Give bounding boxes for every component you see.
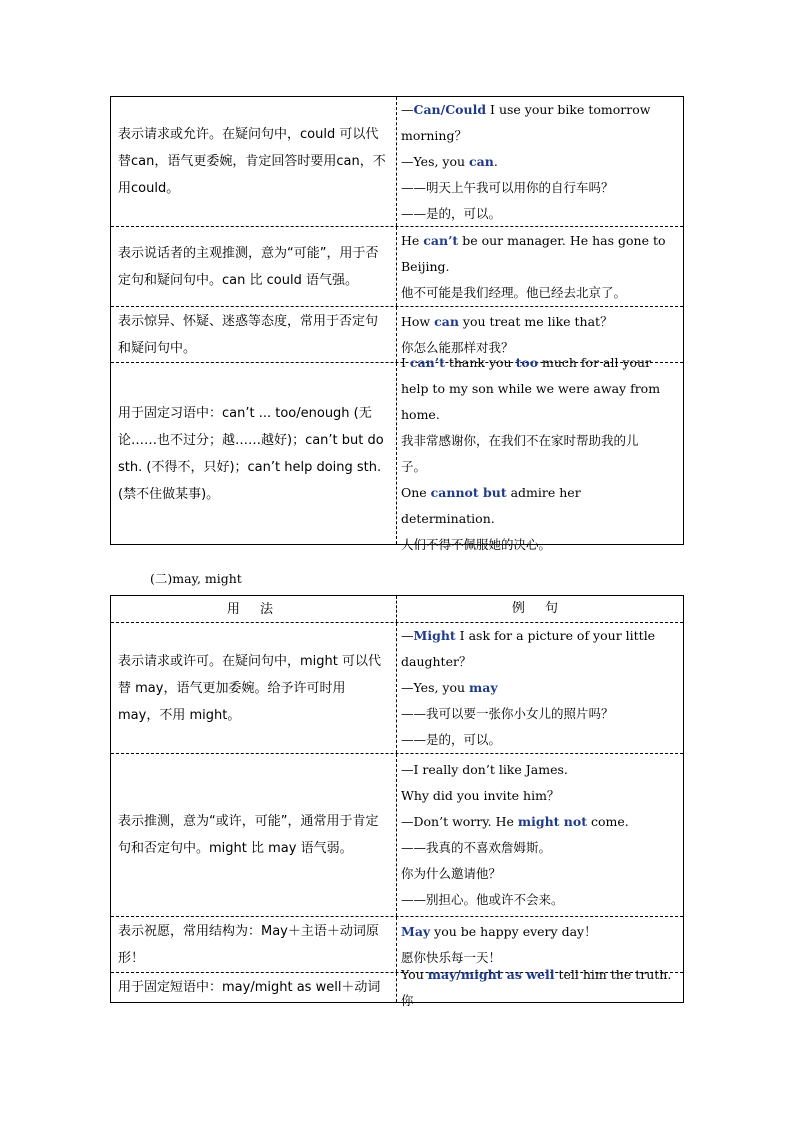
example-text: you treat me like that？	[458, 313, 613, 329]
table-row	[111, 97, 683, 227]
example-line	[401, 376, 677, 402]
table-row	[111, 754, 683, 917]
example-text: I	[401, 354, 410, 370]
example-text: .	[493, 153, 498, 169]
example-line	[401, 149, 677, 175]
example-text: morning？	[401, 127, 467, 143]
highlighted-modal: too	[515, 354, 539, 370]
example-text: 你怎么能那样对我？	[401, 339, 514, 355]
usage-header: 用 法	[111, 596, 397, 622]
example-line	[401, 675, 677, 701]
table-row	[111, 623, 683, 754]
highlighted-modal: may	[469, 680, 498, 695]
example-cell	[397, 623, 683, 753]
example-line	[401, 428, 677, 454]
example-text: Beijing.	[401, 258, 450, 274]
example-text: home.	[401, 406, 440, 422]
example-text: —Yes, you	[401, 153, 470, 169]
example-line	[401, 454, 677, 480]
example-text: I use your bike tomorrow	[486, 101, 651, 117]
usage-cell: 表示请求或允许。在疑问句中，could 可以代替can，语气更委婉，肯定回答时要用can，不用could。	[111, 97, 397, 226]
example-line	[401, 309, 677, 335]
example-text: 我非常感谢你，在我们不在家时帮助我的儿	[401, 432, 639, 448]
example-cell	[397, 354, 683, 552]
section-title: (二)may, might	[150, 571, 242, 586]
highlighted-modal: May	[401, 923, 431, 939]
table-header-row	[111, 596, 683, 623]
example-text: —	[401, 101, 414, 117]
example-line	[401, 97, 677, 123]
example-line	[401, 402, 677, 428]
usage-cell: 用于固定短语中：may/might as well＋动词	[111, 973, 397, 1002]
example-text: you be happy every day！	[430, 923, 597, 939]
example-text: thank you	[444, 354, 516, 370]
usage-cell: 表示说话者的主观推测，意为“可能”，用于否定句和疑问句中。can 比 could 语气强。	[111, 227, 397, 306]
example-line	[401, 175, 677, 201]
table-row	[111, 354, 683, 552]
highlighted-modal: can	[434, 313, 459, 329]
example-text: much for all your	[538, 354, 652, 370]
example-line	[401, 701, 677, 727]
example-line	[401, 280, 677, 306]
example-line	[401, 228, 677, 254]
highlighted-modal: can’t	[423, 232, 459, 248]
example-line	[401, 962, 677, 1014]
example-text: You	[401, 966, 428, 982]
example-line	[401, 480, 677, 532]
example-text: ——是的，可以。	[401, 205, 502, 221]
example-line	[401, 254, 677, 280]
example-cell	[397, 754, 683, 916]
example-text: How	[401, 313, 435, 329]
usage-cell: 表示惊异、怀疑、迷惑等态度，常用于否定句和疑问句中。	[111, 307, 397, 362]
table-row	[111, 966, 683, 1008]
example-line	[401, 623, 677, 649]
may-might-table	[110, 595, 684, 1008]
example-text: —	[401, 628, 414, 643]
example-line	[401, 783, 677, 809]
example-line	[401, 201, 677, 227]
example-text: ——明天上午我可以用你的自行车吗？	[401, 179, 614, 195]
example-text: —Yes, you	[401, 680, 470, 695]
example-text: ——别担心。他或许不会来。	[401, 892, 564, 907]
example-line	[401, 123, 677, 149]
example-header: 例 句	[511, 601, 567, 616]
example-text: 愿你快乐每一天！	[401, 949, 502, 965]
usage-cell: 表示请求或许可。在疑问句中，might 可以代替 may，语气更加委婉。给予许可时用 may，不用 might。	[111, 623, 397, 753]
highlighted-modal: cannot but	[430, 484, 507, 500]
example-line	[401, 757, 677, 783]
example-line	[401, 350, 677, 376]
example-line	[401, 727, 677, 753]
example-text: —I really don’t like James.	[401, 762, 568, 777]
table-row	[111, 227, 683, 307]
highlighted-modal: can	[469, 153, 494, 169]
highlighted-modal: might not	[517, 814, 588, 829]
example-line	[401, 887, 677, 913]
example-text: help to my son while we were away from	[401, 380, 661, 396]
highlighted-modal: Might	[413, 628, 456, 643]
example-line	[401, 835, 677, 861]
example-text: 子。	[401, 458, 427, 474]
example-line	[401, 532, 677, 558]
can-could-table	[110, 96, 684, 552]
usage-cell: 用于固定习语中：can’t ... too/enough (无论……也不过分；越……越好)；can’t but do sth. (不得不，只好)；can’t help doing sth. (禁不住做某事)。	[111, 363, 397, 544]
example-cell	[397, 227, 683, 306]
usage-cell: 表示推测，意为“或许，可能”，通常用于肯定句和否定句中。might 比 may 语气弱。	[111, 754, 397, 916]
example-text: One	[401, 484, 431, 500]
example-text: 他不可能是我们经理。他已经去北京了。	[401, 284, 627, 300]
example-text: 人们不得不佩服她的决心。	[401, 536, 552, 552]
example-text: I ask for a picture of your little	[455, 628, 656, 643]
example-line	[401, 809, 677, 835]
example-cell	[397, 966, 683, 1008]
example-text: ——我可以要一张你小女儿的照片吗？	[401, 706, 614, 721]
usage-cell: 表示祝愿，常用结构为：May＋主语＋动词原形！	[111, 917, 397, 972]
example-line	[401, 649, 677, 675]
example-text: be our manager. He has gone to	[458, 232, 666, 248]
example-text: 你为什么邀请他？	[401, 866, 502, 881]
example-cell	[397, 97, 683, 226]
example-text: He	[401, 232, 424, 248]
example-text: ——是的，可以。	[401, 732, 502, 747]
highlighted-modal: can’t	[409, 354, 445, 370]
example-line	[401, 919, 677, 945]
example-text: admire her determination.	[401, 484, 581, 526]
example-text: come.	[587, 814, 629, 829]
example-text: ——我真的不喜欢詹姆斯。	[401, 840, 552, 855]
example-text: daughter？	[401, 654, 472, 669]
example-text: tell him the truth.你	[401, 966, 672, 1008]
example-line	[401, 861, 677, 887]
highlighted-modal: may/might as well	[427, 966, 555, 982]
example-text: Why did you invite him？	[401, 788, 560, 803]
example-text: —Don’t worry. He	[401, 814, 518, 829]
highlighted-modal: Can/Could	[413, 101, 487, 117]
